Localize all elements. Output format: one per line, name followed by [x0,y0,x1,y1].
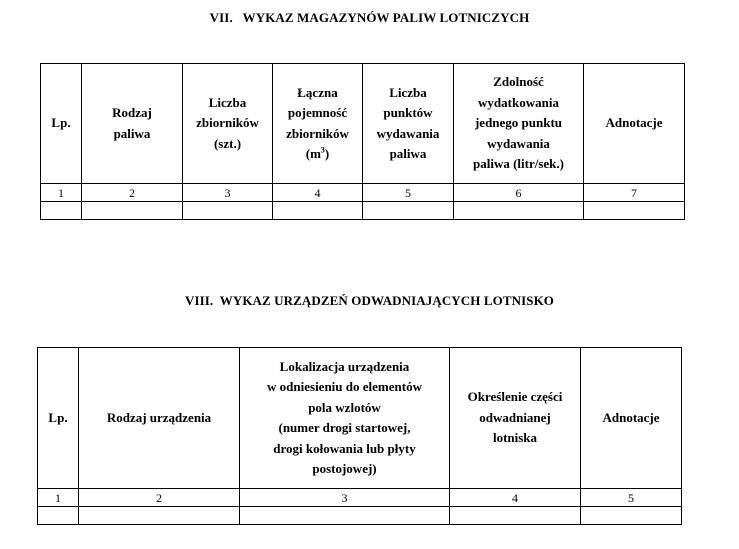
section-viii-title: VIII. WYKAZ URZĄDZEŃ ODWADNIAJĄCYCH LOTNISKO [184,293,555,308]
header-notes: Adnotacje [584,64,685,184]
empty-cell [581,507,682,525]
header-device-type: Rodzaj urządzenia [79,348,240,489]
column-number: 1 [41,184,82,202]
empty-cell [41,202,82,220]
empty-cell [584,202,685,220]
header-device-location: Lokalizacja urządzenia w odniesieniu do elementów pola wzlotów (numer drogi startowej, drogi kołowania lub płyty postojowej) [240,348,450,489]
empty-cell [240,507,450,525]
header-drained-area: Określenie części odwadnianej lotniska [450,348,581,489]
column-number: 7 [584,184,685,202]
empty-cell [273,202,363,220]
section-vii-title: VII. WYKAZ MAGAZYNÓW PALIW LOTNICZYCH [209,10,530,25]
empty-data-row [38,507,682,525]
column-number: 4 [450,489,581,507]
column-number: 1 [38,489,79,507]
empty-cell [183,202,273,220]
header-dispensing-points: Liczba punktów wydawania paliwa [363,64,454,184]
column-number-row [41,184,685,202]
header-lp: Lp. [41,64,82,184]
column-number: 2 [82,184,183,202]
column-number: 3 [183,184,273,202]
column-number: 5 [581,489,682,507]
header-lp: Lp. [38,348,79,489]
header-dispensing-capacity: Zdolność wydatkowania jednego punktu wydawania paliwa (litr/sek.) [454,64,584,184]
empty-cell [454,202,584,220]
column-number: 3 [240,489,450,507]
empty-cell [79,507,240,525]
column-number: 5 [363,184,454,202]
column-number: 4 [273,184,363,202]
empty-cell [82,202,183,220]
fuel-storage-table [40,63,685,220]
empty-cell [450,507,581,525]
column-number: 2 [79,489,240,507]
column-number-row [38,489,682,507]
empty-cell [363,202,454,220]
header-tank-count: Liczba zbiorników (szt.) [183,64,273,184]
table-header-row [38,348,682,489]
empty-data-row [41,202,685,220]
empty-cell [38,507,79,525]
column-number: 6 [454,184,584,202]
header-total-capacity: Łączna pojemność zbiorników $(m^3)$ [273,64,363,184]
header-fuel-type: Rodzaj paliwa [82,64,183,184]
drainage-devices-table [37,347,682,525]
header-notes: Adnotacje [581,348,682,489]
table-header-row [41,64,685,184]
